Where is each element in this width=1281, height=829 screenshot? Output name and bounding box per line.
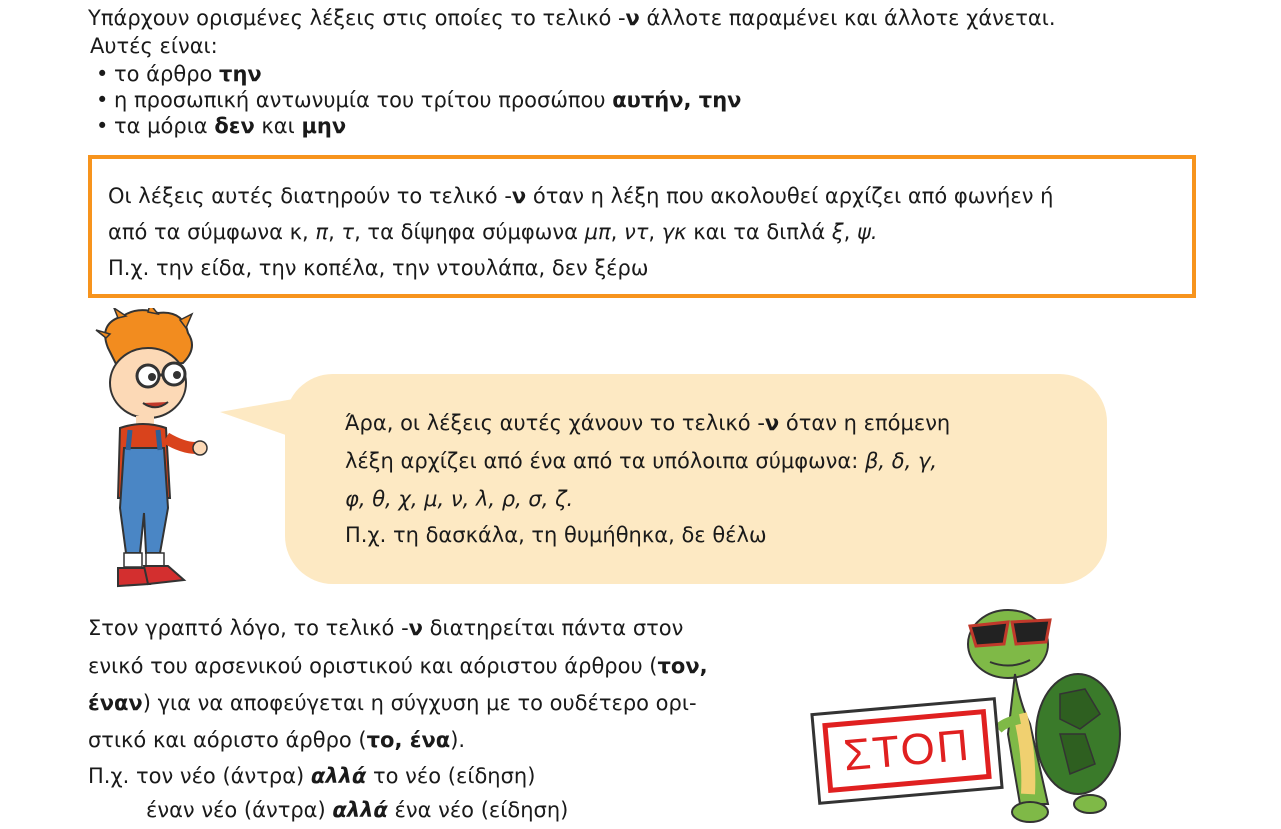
bubble-line-1: [345, 410, 950, 436]
rule-italic: ψ.: [856, 220, 878, 244]
bottom-text: το νέο (είδηση): [366, 764, 536, 788]
bubble-italic: φ, θ, χ, μ, ν, λ, ρ, σ, ζ.: [345, 487, 574, 511]
bottom-line-2: [88, 653, 708, 679]
bottom-text: ).: [450, 728, 466, 752]
rule-box: [88, 155, 1196, 298]
cartoon-boy-illustration: [88, 308, 213, 600]
rule-line-1: [108, 183, 1053, 209]
rule-bold-n: ν: [511, 184, 527, 208]
rule-italic: ξ: [831, 220, 844, 244]
bubble-example: Π.χ. τη δασκάλα, τη θυμήθηκα, δε θέλω: [345, 523, 767, 547]
intro-line-2: Αυτές είναι:: [90, 34, 218, 58]
bottom-text: Π.χ. τον νέο (άντρα): [88, 764, 311, 788]
rule-example: Π.χ. την είδα, την κοπέλα, την ντουλάπα, δεν ξέρω: [108, 256, 649, 280]
rule-italic: γκ: [661, 220, 687, 244]
rule-italic: μπ: [584, 220, 611, 244]
bubble-bold-n: ν: [764, 411, 780, 435]
bottom-bold: το, ένα: [366, 728, 451, 752]
bottom-text: διατηρείται πάντα στον: [422, 616, 684, 640]
bottom-example-1: [88, 763, 535, 789]
rule-text: ,: [648, 220, 662, 244]
stop-sign-text: ΣΤΟΠ: [822, 709, 991, 793]
bubble-line-2: [345, 448, 937, 474]
bottom-example-2: [146, 797, 568, 823]
list-item: [90, 87, 741, 113]
rule-text: Οι λέξεις αυτές διατηρούν το τελικό -: [108, 184, 512, 208]
bubble-text: λέξη αρχίζει από ένα από τα υπόλοιπα σύμφωνα:: [345, 449, 865, 473]
bullet-list: [90, 61, 741, 139]
intro-bold-n: ν: [625, 6, 640, 30]
bottom-bolditalic: αλλά: [310, 764, 367, 788]
rule-text: και τα διπλά: [686, 220, 832, 244]
list-item: [90, 113, 741, 139]
bottom-text: Στον γραπτό λόγο, το τελικό -: [88, 616, 409, 640]
bubble-text: Άρα, οι λέξεις αυτές χάνουν το τελικό -: [345, 411, 765, 435]
bottom-line-1: [88, 615, 683, 641]
bottom-line-3: [88, 690, 697, 716]
intro-line-1: [88, 5, 1056, 31]
bottom-bold: έναν: [88, 691, 143, 715]
bottom-line-4: [88, 727, 465, 753]
bottom-bolditalic: αλλά: [332, 798, 388, 822]
bottom-text: ενικό του αρσενικού οριστικού και αόριστου άρθρου (: [88, 654, 658, 678]
bubble-line-3: [345, 486, 573, 512]
bubble-text: όταν η επόμενη: [779, 411, 951, 435]
bottom-bold-n: ν: [408, 616, 423, 640]
bottom-text: ένα νέο (είδηση): [387, 798, 569, 822]
rule-text: από τα σύμφωνα κ,: [108, 220, 316, 244]
bottom-text: στικό και αόριστο άρθρο (: [88, 728, 367, 752]
bullet-text: τα μόρια: [114, 114, 215, 138]
rule-text: ,: [328, 220, 342, 244]
rule-italic: ντ: [623, 220, 649, 244]
bullet-bold: την: [219, 62, 262, 86]
rule-text: όταν η λέξη που ακολουθεί αρχίζει από φωνήεν ή: [526, 184, 1054, 208]
bullet-text: η προσωπική αντωνυμία του τρίτου προσώπου: [114, 88, 613, 112]
rule-italic: π: [315, 220, 329, 244]
rule-italic: τ: [341, 220, 355, 244]
rule-line-2: [108, 219, 878, 245]
list-item: [90, 61, 741, 87]
bullet-text: και: [254, 114, 302, 138]
bullet-text: το άρθρο: [114, 62, 220, 86]
intro-text: Υπάρχουν ορισμένες λέξεις στις οποίες το τελικό -: [88, 6, 626, 30]
intro-text: άλλοτε παραμένει και άλλοτε χάνεται.: [639, 6, 1056, 30]
bullet-bold: αυτήν, την: [612, 88, 742, 112]
bullet-bold: δεν: [214, 114, 255, 138]
bubble-italic: β, δ, γ,: [865, 449, 938, 473]
bottom-text: ) για να αποφεύγεται η σύγχυση με το ουδέτερο ορι-: [142, 691, 697, 715]
bottom-bold: τον,: [657, 654, 708, 678]
bottom-text: έναν νέο (άντρα): [146, 798, 333, 822]
stop-sign: [810, 697, 1003, 805]
rule-text: , τα δίψηφα σύμφωνα: [354, 220, 585, 244]
rule-text: ,: [843, 220, 857, 244]
rule-text: ,: [610, 220, 624, 244]
bullet-bold: μην: [301, 114, 347, 138]
speech-bubble: [285, 374, 1107, 584]
